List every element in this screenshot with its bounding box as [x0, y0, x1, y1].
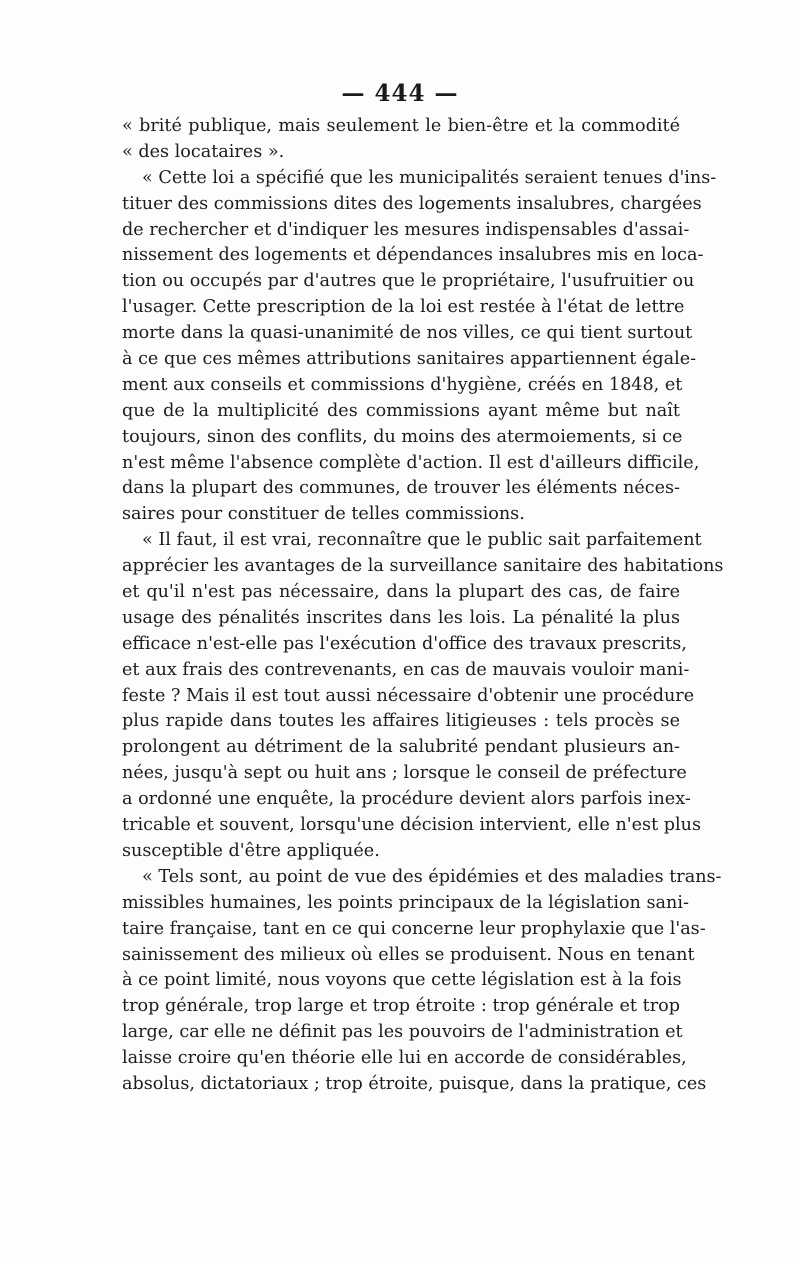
body-text — [122, 114, 724, 1098]
text-line: « brité publique, mais seulement le bien-être et la commodité — [122, 116, 680, 136]
text-line: plus rapide dans toutes les affaires litigieuses : tels procès se — [122, 711, 680, 732]
text-line: et aux frais des contrevenants, en cas de mauvais vouloir mani- — [122, 659, 690, 680]
text-line: usage des pénalités inscrites dans les lois. La pénalité la plus — [122, 607, 680, 628]
text-line: trop générale, trop large et trop étroite : trop générale et trop — [122, 996, 680, 1017]
text-line: susceptible d'être appliquée. — [122, 840, 380, 861]
text-line: l'usager. Cette prescription de la loi est restée à l'état de lettre — [122, 297, 685, 318]
text-line: dans la plupart des communes, de trouver les éléments néces- — [122, 478, 680, 499]
text-line: absolus, dictatoriaux ; trop étroite, puisque, dans la pratique, ces — [122, 1073, 707, 1094]
text-line: efficace n'est-elle pas l'exécution d'office des travaux prescrits, — [122, 633, 687, 654]
text-line: nées, jusqu'à sept ou huit ans ; lorsque le conseil de préfecture — [122, 763, 687, 784]
text-line: laisse croire qu'en théorie elle lui en accorde de considérables, — [122, 1048, 687, 1069]
text-line: sainissement des milieux où elles se produisent. Nous en tenant — [122, 944, 695, 965]
text-line: saires pour constituer de telles commissions. — [122, 504, 525, 525]
text-line: et qu'il n'est pas nécessaire, dans la plupart des cas, de faire — [122, 582, 680, 603]
text-line: « Cette loi a spécifié que les municipalités seraient tenues d'ins- — [142, 167, 717, 188]
text-line: toujours, sinon des conflits, du moins des atermoiements, si ce — [122, 426, 683, 447]
text-line: « Tels sont, au point de vue des épidémies et des maladies trans- — [142, 866, 722, 887]
text-line: a ordonné une enquête, la procédure devient alors parfois inex- — [122, 789, 691, 810]
text-line: de rechercher et d'indiquer les mesures indispensables d'assai- — [122, 219, 690, 240]
text-line: large, car elle ne définit pas les pouvoirs de l'administration et — [122, 1022, 683, 1043]
text-line: « des locataires ». — [122, 141, 285, 162]
text-line: tion ou occupés par d'autres que le propriétaire, l'usufruitier ou — [122, 271, 695, 292]
text-line: à ce point limité, nous voyons que cette législation est à la fois — [122, 970, 682, 991]
text-line: n'est même l'absence complète d'action. Il est d'ailleurs difficile, — [122, 452, 700, 473]
text-line: à ce que ces mêmes attributions sanitaires appartiennent égale- — [122, 349, 697, 370]
paragraph — [122, 865, 722, 1098]
text-line: morte dans la quasi-unanimité de nos villes, ce qui tient surtout — [122, 323, 693, 344]
text-line: apprécier les avantages de la surveillance sanitaire des habitations — [122, 556, 724, 577]
text-line: missibles humaines, les points principaux de la législation sani- — [122, 892, 689, 913]
text-line: prolongent au détriment de la salubrité pendant plusieurs an- — [122, 737, 680, 758]
text-line: tricable et souvent, lorsqu'une décision intervient, elle n'est plus — [122, 815, 701, 836]
text-line: que de la multiplicité des commissions ayant même but naît — [122, 400, 680, 421]
paragraph — [122, 166, 717, 528]
text-line: feste ? Mais il est tout aussi nécessaire d'obtenir une procédure — [122, 685, 695, 706]
paragraph — [122, 114, 680, 166]
page-number: — 444 — — [341, 80, 459, 107]
text-line: ment aux conseils et commissions d'hygiène, créés en 1848, et — [122, 374, 683, 395]
text-line: tituer des commissions dites des logements insalubres, chargées — [122, 193, 702, 214]
text-line: « Il faut, il est vrai, reconnaître que le public sait parfaitement — [142, 530, 702, 551]
text-line: nissement des logements et dépendances insalubres mis en loca- — [122, 245, 704, 266]
paragraph — [122, 528, 724, 865]
text-line: taire française, tant en ce qui concerne leur prophylaxie que l'as- — [122, 918, 706, 939]
